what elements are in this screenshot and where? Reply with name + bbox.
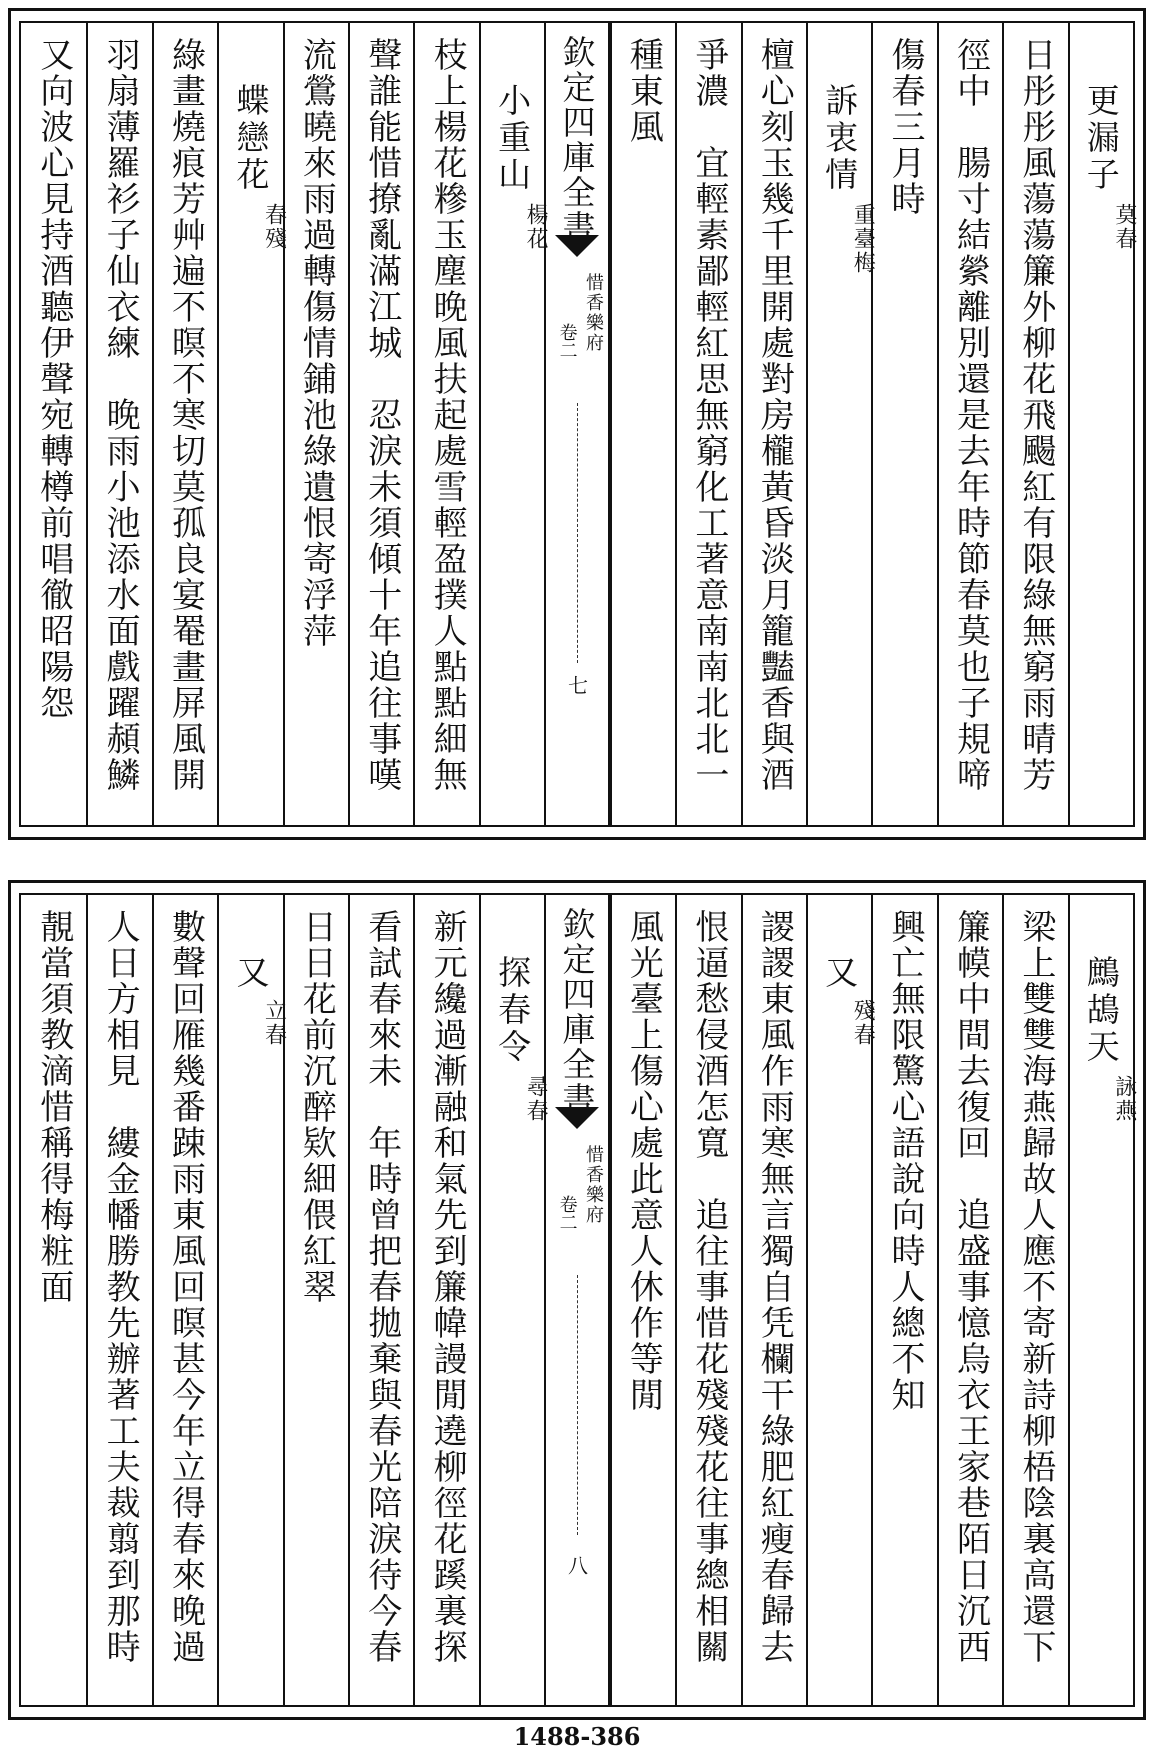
text-column [610,23,675,825]
poem-subject-note: 立春 [261,999,287,1047]
verse-line: 枝上楊花糝玉塵晚風扶起處雪輕盈撲人點點細無 [427,37,468,793]
text-column [152,23,217,825]
poem-title-column [217,23,287,825]
text-column [1002,23,1067,825]
poem-subject-note: 殘春 [850,999,876,1047]
verse-line: 綠畫燒痕芳艸遍不暝不寒切莫孤良宴罨畫屏風開 [165,37,206,793]
verse-line: 爭濃 宜輕素鄙輕紅思無窮化工著意南南北北一 [688,37,729,793]
poem-title-column [806,23,876,825]
leaf-number: 八 [564,1555,589,1575]
text-column [86,895,151,1705]
text-column [741,23,806,825]
tune-title: 蝶戀花 [231,83,271,194]
verse-line: 徑中 腸寸結縈離別還是去年時節春莫也子規啼 [950,37,991,793]
text-column [21,895,86,1705]
verse-line: 傷春三月時 [885,37,926,217]
poem-subject-note: 詠燕 [1111,1075,1137,1123]
fishtail-mark-icon [555,1107,599,1129]
tune-title: 小重山 [493,83,533,194]
text-column [871,23,936,825]
text-column [283,23,348,825]
text-column [348,23,413,825]
bottom-page-frame [19,893,1135,1707]
fold-line [577,1275,578,1535]
poem-title-column [479,23,549,825]
text-column [1002,895,1067,1705]
page-number: 1488-386 [513,1722,641,1751]
text-column [871,895,936,1705]
text-column [675,23,740,825]
verse-line: 流鶯曉來雨過轉傷情鋪池綠遺恨寄浮萍 [296,37,337,649]
text-column [610,895,675,1705]
text-column [675,895,740,1705]
text-column [413,23,478,825]
volume-label: 卷二 [556,1195,578,1231]
verse-line: 恨逼愁侵酒怎寬 追往事惜花殘殘花往事總相關 [688,909,729,1665]
poem-title-column [217,895,287,1705]
tune-title: 更漏子 [1081,83,1121,194]
book-title: 惜香樂府 [583,273,605,353]
poem-title-column [806,895,876,1705]
text-column [21,23,86,825]
poem-subject-note: 莫春 [1111,203,1137,251]
verse-line: 數聲回雁幾番踈雨東風回暝甚今年立得春來晚過 [165,909,206,1665]
center-fold [544,23,609,825]
verse-line: 簾幙中間去復回 追盛事憶烏衣王家巷陌日沉西 [950,909,991,1665]
tune-title: 探春令 [493,955,533,1066]
verse-line: 又向波心見持酒聽伊聲宛轉樽前唱徹昭陽怨 [33,37,74,721]
verse-line: 日彤彤風蕩蕩簾外柳花飛颺紅有限綠無窮雨晴芳 [1015,37,1056,793]
verse-line: 興亡無限驚心語說向時人總不知 [885,909,926,1413]
verse-line: 梁上雙雙海燕歸故人應不寄新詩柳梧陰裏高還下 [1015,909,1056,1665]
center-fold [544,895,609,1705]
verse-line: 種東風 [623,37,664,145]
verse-line: 看試春來未 年時曾把春拋棄與春光陪淚待今春 [361,909,402,1665]
verse-line: 日日花前沉醉欵細偎紅翠 [296,909,337,1305]
tune-title: 訴衷情 [820,83,860,194]
text-column [283,895,348,1705]
text-column [741,895,806,1705]
text-column [937,23,1002,825]
tune-title: 鷓鴣天 [1081,955,1121,1066]
verse-line: 風光臺上傷心處此意人休作等閒 [623,909,664,1413]
text-column [348,895,413,1705]
text-column [413,895,478,1705]
top-page-frame [19,21,1135,827]
fishtail-mark-icon [555,235,599,257]
library-title: 欽定四庫全書 [557,907,597,1117]
verse-line: 檀心刻玉幾千里開處對房櫳黃昏淡月籠豔香與酒 [754,37,795,793]
verse-line: 靚當須教滴惜稱得梅粧面 [33,909,74,1305]
poem-subject-note: 尋春 [523,1075,549,1123]
bottom-page [8,880,1146,1720]
verse-line: 聲誰能惜撩亂滿江城 忍淚未須傾十年追往事嘆 [361,37,402,793]
verse-line: 人日方相見 縷金幡勝教先辦著工夫裁翦到那時 [100,909,141,1665]
poem-subject-note: 春殘 [261,203,287,251]
verse-line: 謖謖東風作雨寒無言獨自凭欄干綠肥紅瘦春歸去 [754,909,795,1665]
library-title: 欽定四庫全書 [557,35,597,245]
fold-line [577,403,578,663]
top-page [8,8,1146,840]
volume-label: 卷二 [556,323,578,359]
tune-title: 又 [231,955,271,992]
text-column [86,23,151,825]
book-title: 惜香樂府 [583,1145,605,1225]
poem-subject-note: 重臺梅 [850,203,876,275]
poem-title-column [1068,23,1137,825]
text-column [152,895,217,1705]
tune-title: 又 [820,955,860,992]
poem-title-column [479,895,549,1705]
poem-title-column [1068,895,1137,1705]
text-column [937,895,1002,1705]
poem-subject-note: 楊花 [523,203,549,251]
leaf-number: 七 [564,675,589,695]
verse-line: 羽扇薄羅衫子仙衣練 晚雨小池添水面戲躍頳鱗 [100,37,141,793]
verse-line: 新元纔過漸融和氣先到簾幃謾閒遶柳徑花蹊裏探 [427,909,468,1665]
